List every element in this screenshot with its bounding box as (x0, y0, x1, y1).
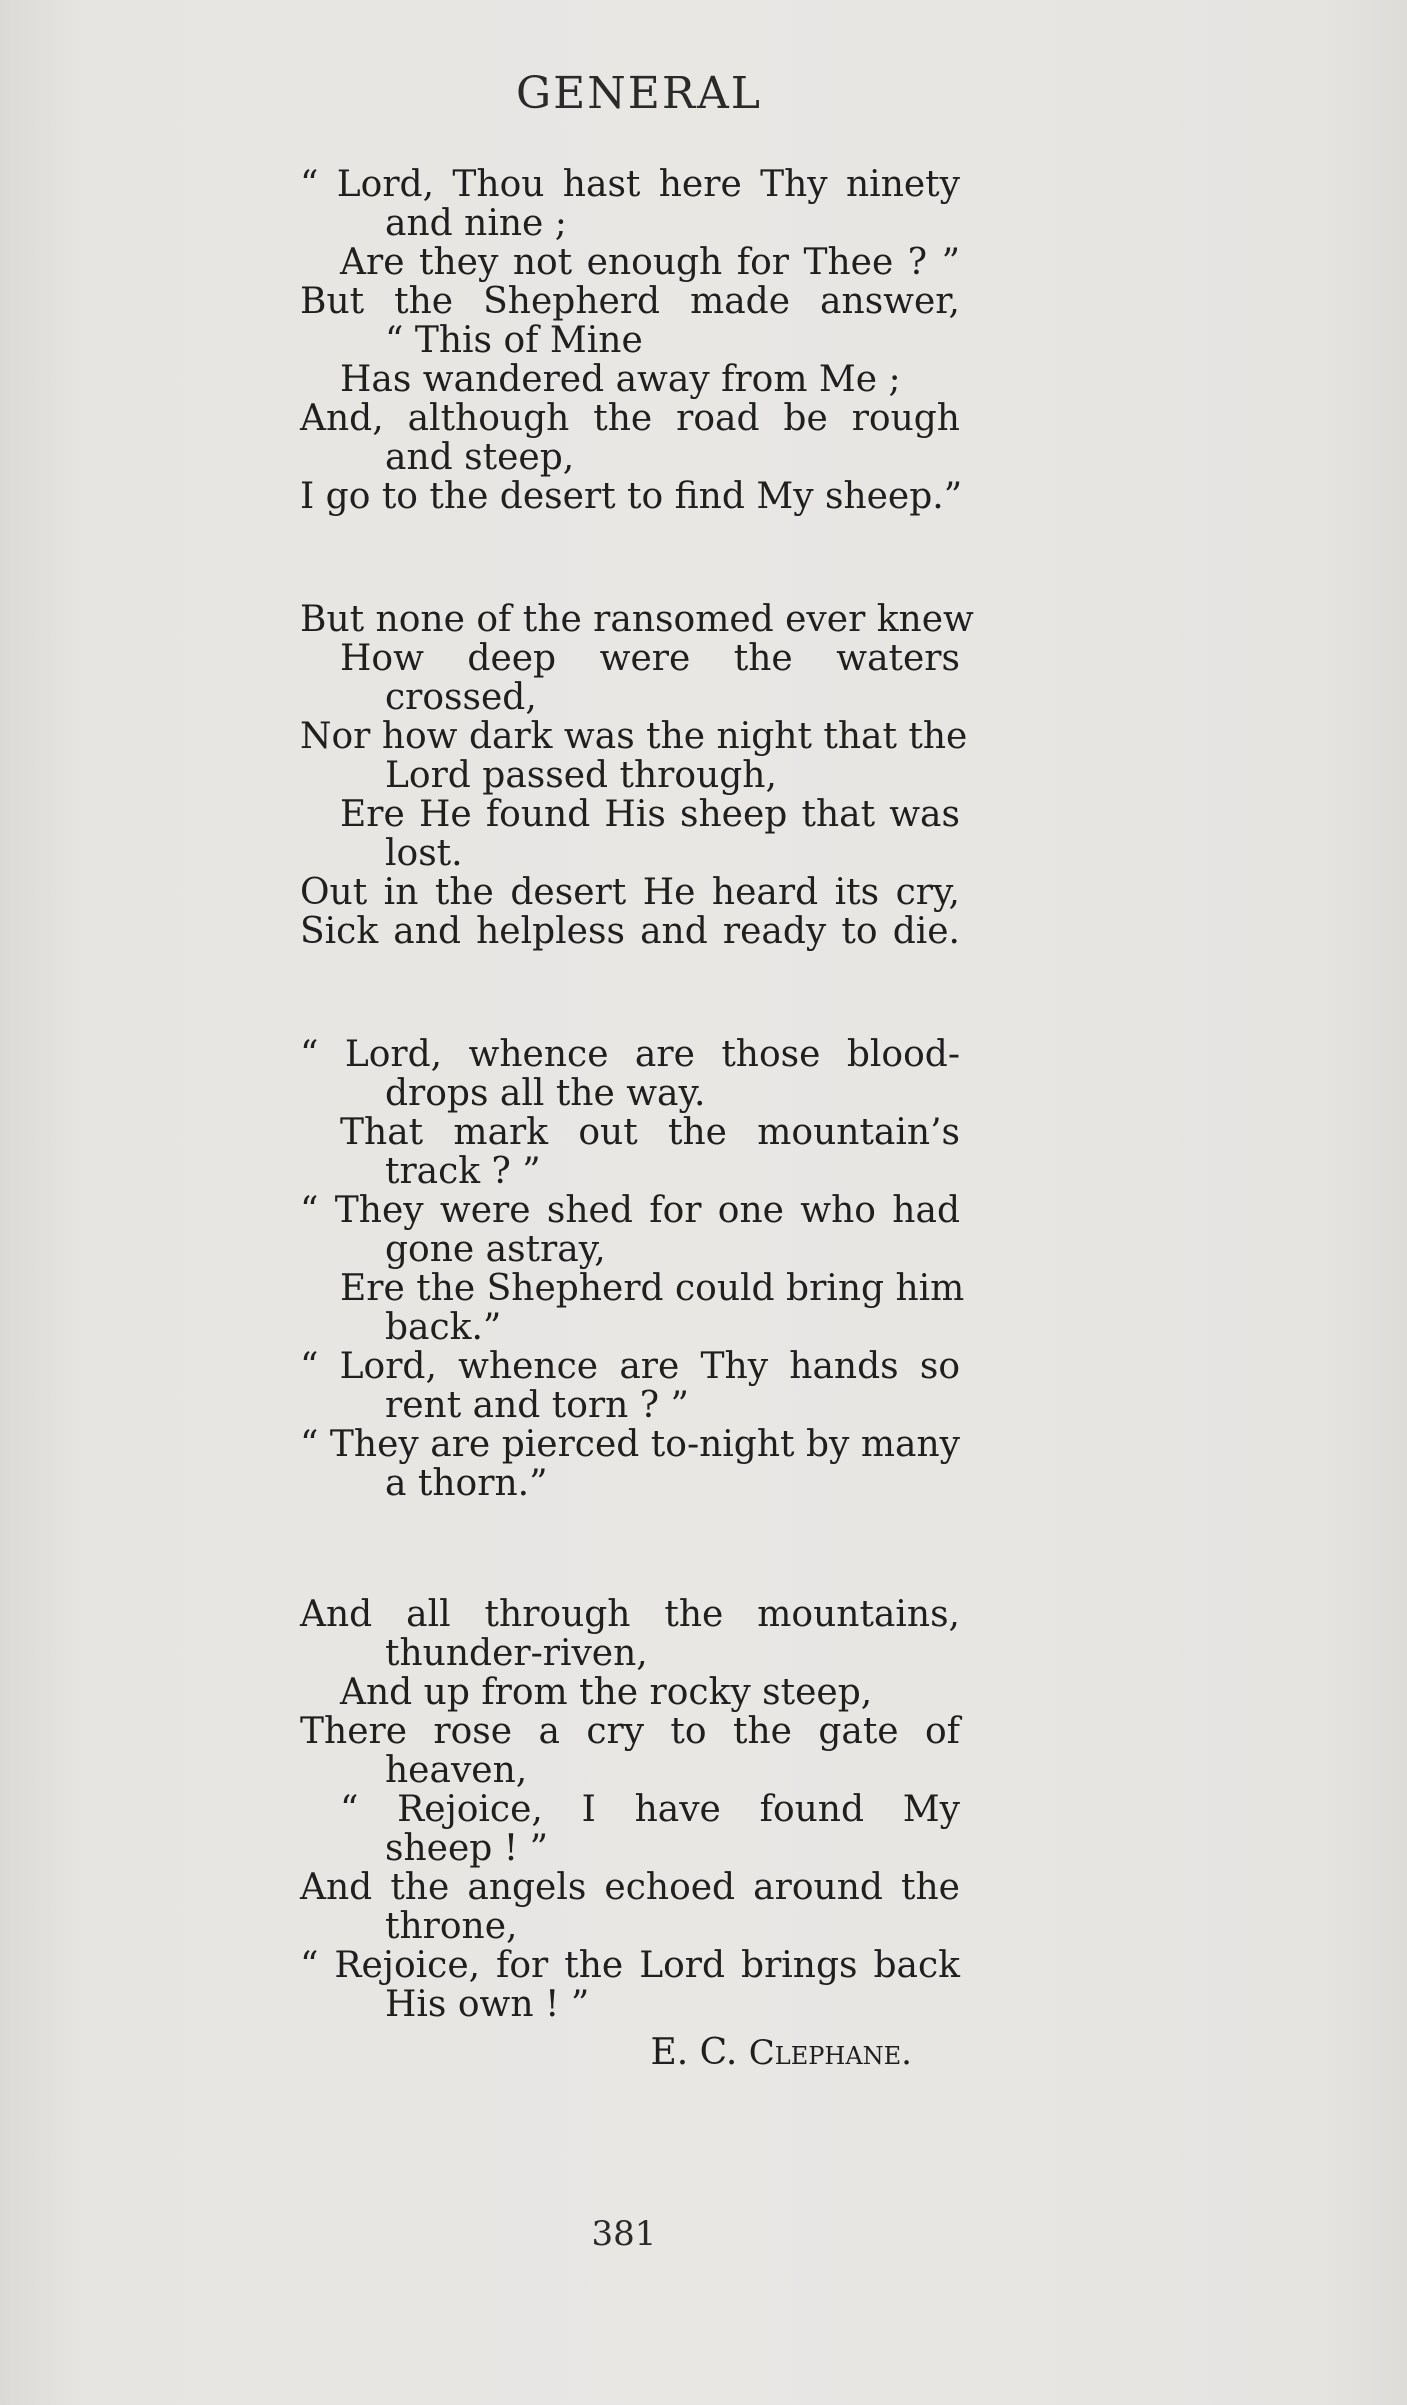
verse-line: Nor how dark was the night that the (300, 716, 968, 757)
verse-line: “ Rejoice, I have found My (340, 1789, 960, 1830)
verse-line: “ Lord, whence are Thy hands so (300, 1346, 960, 1387)
verse-line: back.” (385, 1307, 502, 1348)
verse-line: crossed, (385, 677, 537, 718)
stanza-3 (300, 1034, 965, 1504)
verse-line: Sick and helpless and ready to die. (300, 911, 960, 952)
verse-line: How deep were the waters (340, 638, 960, 679)
verse-line: “ Rejoice, for the Lord brings back (300, 1945, 960, 1986)
author-surname: Clephane. (748, 2033, 912, 2073)
verse-line: “ Lord, whence are those blood- (300, 1034, 960, 1075)
verse-line: sheep ! ” (385, 1828, 549, 1869)
verse-line: And up from the rocky steep, (340, 1672, 873, 1713)
verse-line: track ? ” (385, 1151, 541, 1192)
verse-line: thunder-riven, (385, 1633, 648, 1674)
verse-line: rent and torn ? ” (385, 1385, 689, 1426)
verse-line: But none of the ransomed ever knew (300, 599, 974, 640)
verse-line: Has wandered away from Me ; (340, 359, 901, 400)
verse-line: a thorn.” (385, 1463, 548, 1504)
verse-line: “ Lord, Thou hast here Thy ninety (300, 164, 960, 205)
verse-line: lost. (385, 833, 463, 874)
verse-line: heaven, (385, 1750, 528, 1791)
verse-line: But the Shepherd made answer, (300, 281, 960, 322)
author-attribution (592, 2033, 912, 2073)
verse-line: throne, (385, 1906, 518, 1947)
verse-line: Ere He found His sheep that was (340, 794, 960, 835)
stanza-1 (300, 164, 963, 517)
verse-line: And, although the road be rough (300, 398, 960, 439)
verse-line: And all through the mountains, (300, 1594, 960, 1635)
verse-line: “ They were shed for one who had (300, 1190, 960, 1231)
verse-line: I go to the desert to find My sheep.” (300, 476, 963, 517)
stanza-4 (300, 1595, 960, 2024)
verse-line: There rose a cry to the gate of (300, 1711, 960, 1752)
verse-line: “ They are pierced to-night by many (300, 1424, 960, 1465)
verse-line: gone astray, (385, 1229, 606, 1270)
verse-line: And the angels echoed around the (300, 1867, 960, 1908)
verse-line: and steep, (385, 437, 575, 478)
page-number: 381 (591, 2214, 657, 2254)
verse-line: and nine ; (385, 203, 567, 244)
page-header: GENERAL (515, 68, 762, 119)
stanza-2 (300, 599, 974, 952)
verse-line: Ere the Shepherd could bring him (340, 1268, 965, 1309)
author-initials: E. C. (650, 2032, 738, 2073)
verse-line: Are they not enough for Thee ? ” (340, 242, 960, 283)
verse-line: That mark out the mountain’s (340, 1112, 960, 1153)
verse-line: Out in the desert He heard its cry, (300, 872, 960, 913)
verse-line: “ This of Mine (385, 320, 643, 361)
verse-line: Lord passed through, (385, 755, 777, 796)
verse-line: His own ! ” (385, 1984, 590, 2025)
verse-line: drops all the way. (385, 1073, 706, 1114)
